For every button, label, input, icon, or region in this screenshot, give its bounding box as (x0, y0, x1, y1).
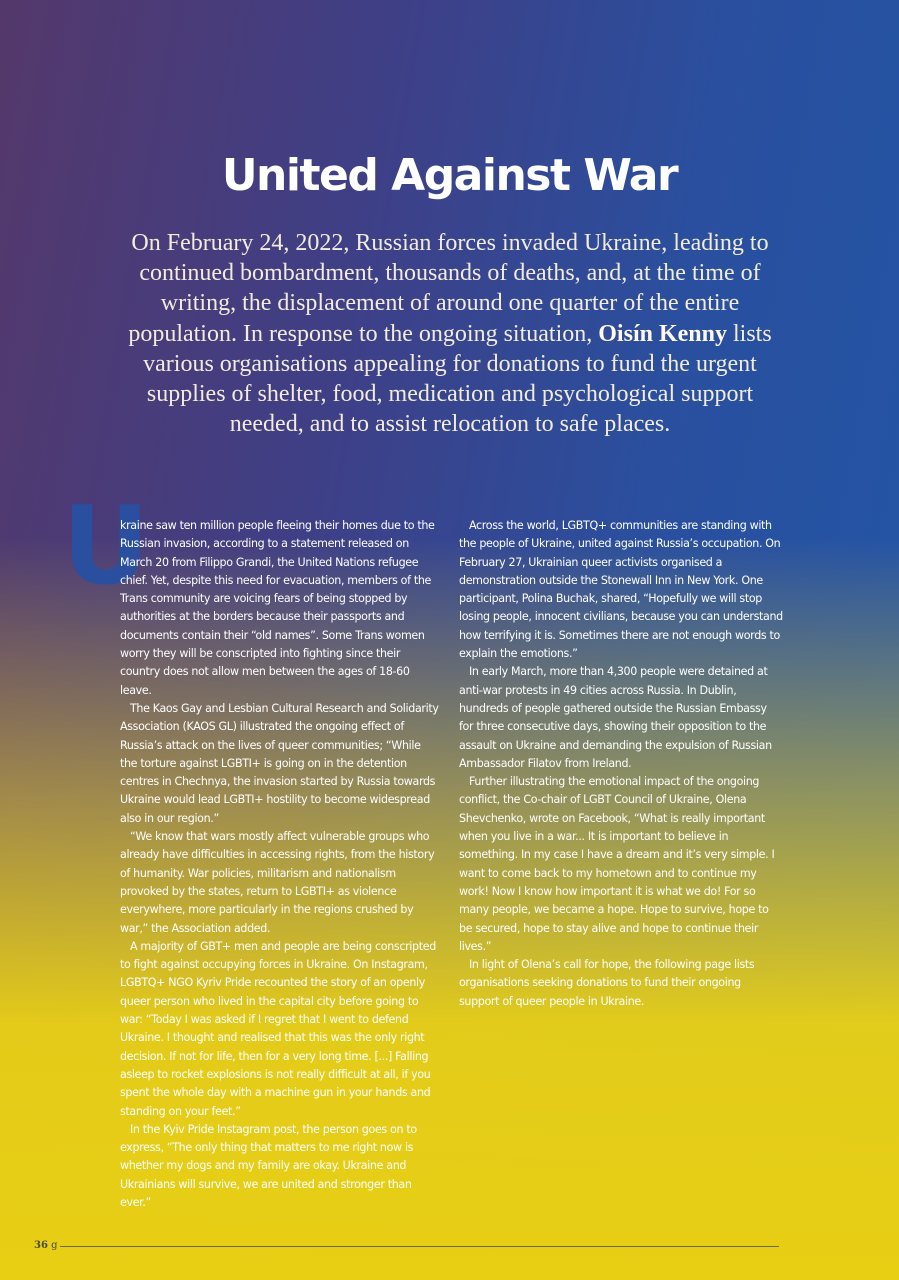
standfirst-text-after: lists various organisations appealing for donations to fund the urgent supplies of shelter, food, medication and psychological support needed, and to assist relocation to safe places. (143, 320, 772, 438)
paragraph: The Kaos Gay and Lesbian Cultural Research and Solidarity Association (KAOS GL) illustrated the ongoing effect of Russia’s attack on the lives of queer communities; “While the torture against LGBTI+ is going on in the detention centres in Chechnya, the invasion started by Russia towards Ukraine would lead LGBTI+ hostility to become widespread also in our region.” (120, 701, 439, 825)
standfirst-text-before: On February 24, 2022, Russian forces invaded Ukraine, leading to continued bombardment, thousands of deaths, and, at the time of writing, the displacement of around one quarter of the entire population. In response to the ongoing situation, (128, 230, 769, 347)
page-folio (34, 1240, 58, 1251)
drop-cap: U (62, 484, 150, 609)
paragraph: A majority of GBT+ men and people are being conscripted to fight against occupying forces in Ukraine. On Instagram, LGBTQ+ NGO Kyriv Pride recounted the story of an openly queer person who lived in the capital city before going to war: “Today I was asked if I regret that I went to defend Ukraine. I thought and realised that this was the only right decision. If not for life, then for a very long time. [...] Falling asleep to rocket explosions is not really difficult at all, if you spent the whole day with a machine gun in your hands and standing on your feet.” (120, 939, 436, 1118)
paragraph: Further illustrating the emotional impact of the ongoing conflict, the Co-chair of LGBT Council of Ukraine, Olena Shevchenko, wrote on Facebook, “What is really important when you live in a war... It is important to believe in something. In my case I have a dream and it’s very simple. I want to come back to my hometown and to continue my work! Now I know how important it is what we do! For so many people, we became a hope. Hope to survive, hope to be secured, hope to stay alive and hope to continue their lives.” (459, 775, 775, 953)
paragraph: In light of Olena’s call for hope, the following page lists organisations seeking donations to fund their ongoing support of queer people in Ukraine. (459, 958, 755, 1008)
paragraph: In the Kyiv Pride Instagram post, the person goes on to express, “The only thing that matters to me right now is whether my dogs and my family are okay. Ukraine and Ukrainians will survive, we are united and stronger than ever.” (120, 1122, 417, 1209)
paragraph: kraine saw ten million people fleeing their homes due to the Russian invasion, according to a statement released on March 20 from Filippo Grandi, the United Nations refugee chief. Yet, despite this need for evacuation, members of the Trans community are voicing fears of being stopped by authorities at the borders because their passports and documents contain their “old names”. Some Trans women worry they will be conscripted into fighting since their country does not allow men between the ages of 18-60 leave. (120, 519, 435, 697)
paragraph: Across the world, LGBTQ+ communities are standing with the people of Ukraine, united against Russia’s occupation. On February 27, Ukrainian queer activists organised a demonstration outside the Stonewall Inn in New York. One participant, Polina Buchak, shared, “Hopefully we will stop losing people, innocent civilians, because you can understand how terrifying it is. Sometimes there are not enough words to explain the emotions.” (459, 519, 783, 661)
body-column-right (459, 517, 784, 1011)
footer-rule (60, 1246, 779, 1247)
author-name: Oisín Kenny (598, 320, 727, 347)
page-number: 36 (34, 1240, 48, 1251)
body-column-left (120, 517, 440, 1212)
paragraph: “We know that wars mostly affect vulnerable groups who already have difficulties in accessing rights, from the history of humanity. War policies, militarism and nationalism provoked by the states, return to LGBTI+ as violence everywhere, more particularly in the regions crushed by war,” the Association added. (120, 830, 435, 935)
paragraph: In early March, more than 4,300 people were detained at anti-war protests in 49 cities across Russia. In Dublin, hundreds of people gathered outside the Russian Embassy for three consecutive days, showing their opposition to the assault on Ukraine and demanding the expulsion of Russian Ambassador Filatov from Ireland. (459, 665, 772, 770)
article-standfirst (115, 228, 785, 439)
article-title: United Against War (221, 150, 678, 201)
magazine-mark: g (51, 1240, 58, 1251)
